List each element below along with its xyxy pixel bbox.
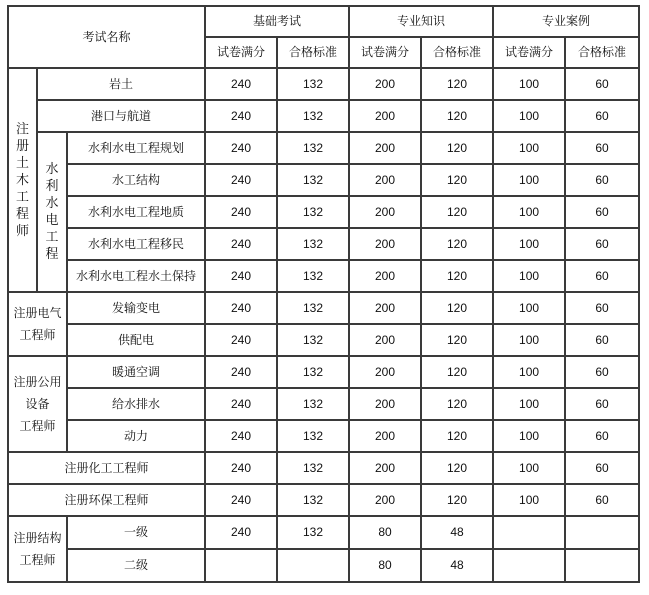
table-row — [8, 292, 639, 324]
row-name: 岩土 — [37, 68, 205, 100]
cell: 60 — [565, 388, 639, 420]
electrical-engineer-group-label: 注册电气 工程师 — [8, 292, 67, 356]
cell: 120 — [421, 100, 493, 132]
cell: 60 — [565, 132, 639, 164]
table-row — [8, 356, 639, 388]
cell: 120 — [421, 388, 493, 420]
cell: 100 — [493, 356, 565, 388]
cell: 240 — [205, 164, 277, 196]
table-row — [8, 549, 639, 582]
full-score-header: 试卷满分 — [493, 37, 565, 68]
cell: 132 — [277, 420, 349, 452]
row-name: 水利水电工程地质 — [67, 196, 205, 228]
cell: 100 — [493, 100, 565, 132]
cell: 100 — [493, 324, 565, 356]
cell: 120 — [421, 132, 493, 164]
structural-engineer-group-label: 注册结构 工程师 — [8, 516, 67, 582]
cell: 100 — [493, 484, 565, 516]
cell: 60 — [565, 420, 639, 452]
cell: 200 — [349, 484, 421, 516]
cell: 60 — [565, 452, 639, 484]
cell: 80 — [349, 549, 421, 582]
cell: 240 — [205, 132, 277, 164]
table-row — [8, 196, 639, 228]
cell: 200 — [349, 292, 421, 324]
cell: 120 — [421, 164, 493, 196]
professional-knowledge-header: 专业知识 — [349, 6, 493, 37]
cell: 200 — [349, 388, 421, 420]
table-row — [8, 324, 639, 356]
cell — [565, 516, 639, 549]
cell — [493, 516, 565, 549]
cell: 120 — [421, 356, 493, 388]
cell: 120 — [421, 196, 493, 228]
cell: 120 — [421, 452, 493, 484]
cell: 132 — [277, 132, 349, 164]
utility-engineer-group-label: 注册公用 设备 工程师 — [8, 356, 67, 452]
cell: 240 — [205, 100, 277, 132]
cell: 200 — [349, 356, 421, 388]
cell: 200 — [349, 100, 421, 132]
row-name: 发输变电 — [67, 292, 205, 324]
cell: 132 — [277, 356, 349, 388]
row-name: 水利水电工程水土保持 — [67, 260, 205, 292]
cell: 100 — [493, 420, 565, 452]
cell: 120 — [421, 228, 493, 260]
cell: 132 — [277, 388, 349, 420]
cell: 132 — [277, 196, 349, 228]
table-row — [8, 420, 639, 452]
cell: 120 — [421, 260, 493, 292]
civil-engineer-group-label: 注 册 土 木 工 程 师 — [8, 68, 37, 292]
basic-exam-header: 基础考试 — [205, 6, 349, 37]
cell: 60 — [565, 68, 639, 100]
table-row — [8, 516, 639, 549]
row-name: 水利水电工程移民 — [67, 228, 205, 260]
cell: 100 — [493, 68, 565, 100]
cell: 200 — [349, 324, 421, 356]
cell — [565, 549, 639, 582]
cell: 120 — [421, 292, 493, 324]
cell: 100 — [493, 196, 565, 228]
cell: 60 — [565, 196, 639, 228]
cell: 240 — [205, 388, 277, 420]
cell: 60 — [565, 324, 639, 356]
cell: 240 — [205, 228, 277, 260]
cell: 240 — [205, 196, 277, 228]
table-row — [8, 132, 639, 164]
pass-standard-header: 合格标准 — [565, 37, 639, 68]
cell: 200 — [349, 132, 421, 164]
cell: 120 — [421, 420, 493, 452]
cell: 100 — [493, 228, 565, 260]
cell: 60 — [565, 292, 639, 324]
cell: 132 — [277, 260, 349, 292]
cell: 48 — [421, 516, 493, 549]
table-row — [8, 388, 639, 420]
cell: 60 — [565, 356, 639, 388]
header-row-1 — [8, 6, 639, 37]
cell — [205, 549, 277, 582]
cell: 240 — [205, 420, 277, 452]
exam-name-header: 考试名称 — [8, 6, 205, 68]
table-row — [8, 452, 639, 484]
cell: 240 — [205, 516, 277, 549]
cell: 132 — [277, 452, 349, 484]
table-row — [8, 164, 639, 196]
cell: 200 — [349, 164, 421, 196]
row-name: 水利水电工程规划 — [67, 132, 205, 164]
hydro-engineering-group-label: 水 利 水 电 工 程 — [37, 132, 67, 292]
cell: 240 — [205, 260, 277, 292]
cell: 80 — [349, 516, 421, 549]
pass-standard-header: 合格标准 — [421, 37, 493, 68]
cell: 132 — [277, 228, 349, 260]
cell: 100 — [493, 388, 565, 420]
cell: 120 — [421, 484, 493, 516]
cell: 132 — [277, 292, 349, 324]
row-name: 动力 — [67, 420, 205, 452]
cell: 200 — [349, 452, 421, 484]
cell: 100 — [493, 452, 565, 484]
cell — [277, 549, 349, 582]
cell: 240 — [205, 292, 277, 324]
cell: 100 — [493, 260, 565, 292]
full-score-header: 试卷满分 — [205, 37, 277, 68]
row-name: 二级 — [67, 549, 205, 582]
row-name: 水工结构 — [67, 164, 205, 196]
cell: 100 — [493, 132, 565, 164]
cell: 60 — [565, 260, 639, 292]
cell: 132 — [277, 324, 349, 356]
cell: 240 — [205, 68, 277, 100]
cell: 240 — [205, 452, 277, 484]
cell: 120 — [421, 68, 493, 100]
cell: 100 — [493, 292, 565, 324]
row-name: 注册化工工程师 — [8, 452, 205, 484]
cell: 132 — [277, 100, 349, 132]
table-row — [8, 68, 639, 100]
table-row — [8, 228, 639, 260]
exam-score-table — [7, 5, 640, 583]
row-name: 给水排水 — [67, 388, 205, 420]
cell: 60 — [565, 228, 639, 260]
cell: 60 — [565, 484, 639, 516]
cell: 60 — [565, 164, 639, 196]
table-row — [8, 484, 639, 516]
cell: 48 — [421, 549, 493, 582]
cell: 200 — [349, 68, 421, 100]
row-name: 注册环保工程师 — [8, 484, 205, 516]
cell: 120 — [421, 324, 493, 356]
row-name: 一级 — [67, 516, 205, 549]
row-name: 港口与航道 — [37, 100, 205, 132]
row-name: 暖通空调 — [67, 356, 205, 388]
cell — [493, 549, 565, 582]
cell: 200 — [349, 196, 421, 228]
full-score-header: 试卷满分 — [349, 37, 421, 68]
cell: 132 — [277, 484, 349, 516]
cell: 100 — [493, 164, 565, 196]
cell: 132 — [277, 164, 349, 196]
cell: 132 — [277, 68, 349, 100]
professional-case-header: 专业案例 — [493, 6, 639, 37]
cell: 200 — [349, 260, 421, 292]
table-row — [8, 100, 639, 132]
cell: 240 — [205, 356, 277, 388]
cell: 240 — [205, 324, 277, 356]
table-row — [8, 260, 639, 292]
pass-standard-header: 合格标准 — [277, 37, 349, 68]
cell: 132 — [277, 516, 349, 549]
cell: 60 — [565, 100, 639, 132]
cell: 240 — [205, 484, 277, 516]
row-name: 供配电 — [67, 324, 205, 356]
cell: 200 — [349, 420, 421, 452]
cell: 200 — [349, 228, 421, 260]
